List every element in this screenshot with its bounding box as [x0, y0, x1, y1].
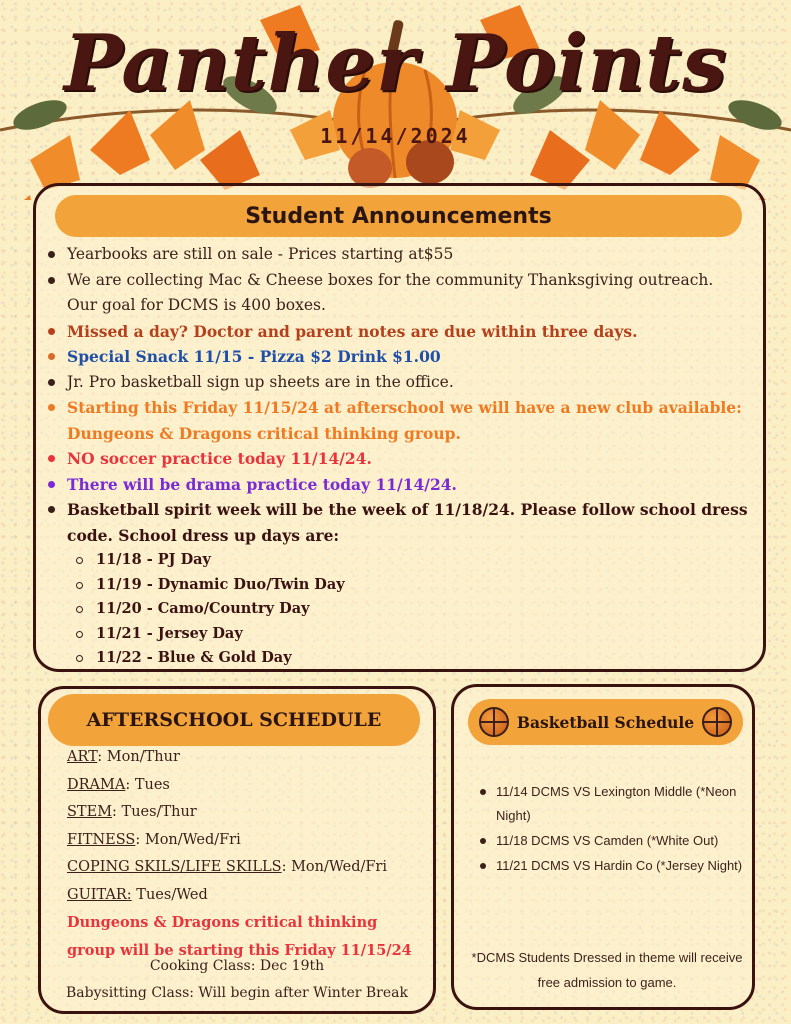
dress-days-list — [76, 548, 748, 671]
bullet-icon — [48, 328, 55, 335]
dress-day-item: 11/22 - Blue & Gold Day — [76, 646, 748, 671]
bullet-icon — [48, 251, 55, 258]
basketball-icon — [702, 707, 732, 737]
bullet-icon — [480, 838, 486, 844]
announcement-item: Jr. Pro basketball sign up sheets are in the office. — [48, 370, 748, 396]
afterschool-row: DRAMA: Tues — [67, 776, 170, 793]
game-item: 11/14 DCMS VS Lexington Middle (*Neon Night) — [478, 780, 743, 828]
basketball-icon — [479, 707, 509, 737]
afterschool-list — [67, 744, 427, 964]
afterschool-row: GUITAR: Tues/Wed — [67, 886, 208, 903]
newsletter-date: 11/14/2024 — [320, 124, 471, 148]
dress-day-item: 11/20 - Camo/Country Day — [76, 597, 748, 622]
basketball-heading: Basketball Schedule — [468, 699, 743, 745]
circle-bullet-icon — [76, 655, 83, 662]
announcement-item: Missed a day? Doctor and parent notes are due within three days. — [48, 319, 748, 345]
babysitting-class-note: Babysitting Class: Will begin after Winter Break — [66, 985, 408, 1001]
cooking-class-note: Cooking Class: Dec 19th — [149, 958, 325, 974]
circle-bullet-icon — [76, 557, 83, 564]
bullet-icon — [48, 277, 55, 284]
afterschool-row: ART: Mon/Thur — [67, 749, 180, 765]
afterschool-row: STEM: Tues/Thur — [67, 804, 197, 820]
announcements-heading: Student Announcements — [55, 195, 742, 237]
circle-bullet-icon — [76, 582, 83, 589]
announcement-item: Basketball spirit week will be the week of 11/18/24. Please follow school dress code. School dress up days are: — [48, 497, 748, 548]
bullet-icon — [480, 789, 486, 795]
announcement-item: Starting this Friday 11/15/24 at afterschool we will have a new club available: Dungeons & Dragons critical thinking group. — [48, 395, 748, 446]
basketball-games-list — [478, 780, 743, 879]
announcement-item: We are collecting Mac & Cheese boxes for the community Thanksgiving outreach. Our goal for DCMS is 400 boxes. — [48, 268, 748, 319]
bullet-icon — [480, 863, 486, 869]
bullet-icon — [48, 353, 55, 360]
bullet-icon — [48, 379, 55, 386]
announcement-item: Yearbooks are still on sale - Prices starting at$55 — [48, 242, 748, 268]
bullet-icon — [48, 481, 55, 488]
game-item: 11/18 DCMS VS Camden (*White Out) — [478, 829, 743, 853]
free-admission-note: *DCMS Students Dressed in theme will receive free admission to game. — [471, 950, 743, 990]
dnd-announcement: Dungeons & Dragons critical thinking group will be starting this Friday 11/15/24 — [67, 914, 412, 959]
afterschool-row: COPING SKILS/LIFE SKILLS: Mon/Wed/Fri — [67, 859, 387, 875]
dress-day-item: 11/18 - PJ Day — [76, 548, 748, 573]
circle-bullet-icon — [76, 631, 83, 638]
bullet-icon — [48, 404, 55, 411]
announcement-item: NO soccer practice today 11/14/24. — [48, 446, 748, 472]
circle-bullet-icon — [76, 606, 83, 613]
afterschool-row: FITNESS: Mon/Wed/Fri — [67, 831, 241, 848]
dress-day-item: 11/19 - Dynamic Duo/Twin Day — [76, 573, 748, 598]
newsletter-title: Panther Points — [63, 18, 728, 109]
game-item: 11/21 DCMS VS Hardin Co (*Jersey Night) — [478, 854, 743, 878]
bullet-icon — [48, 455, 55, 462]
announcement-item: Special Snack 11/15 - Pizza $2 Drink $1.00 — [48, 344, 748, 370]
announcement-item: There will be drama practice today 11/14/24. — [48, 472, 748, 498]
announcements-list — [48, 242, 748, 671]
bullet-icon — [48, 506, 55, 513]
afterschool-heading: AFTERSCHOOL SCHEDULE — [48, 694, 420, 746]
dress-day-item: 11/21 - Jersey Day — [76, 622, 748, 647]
